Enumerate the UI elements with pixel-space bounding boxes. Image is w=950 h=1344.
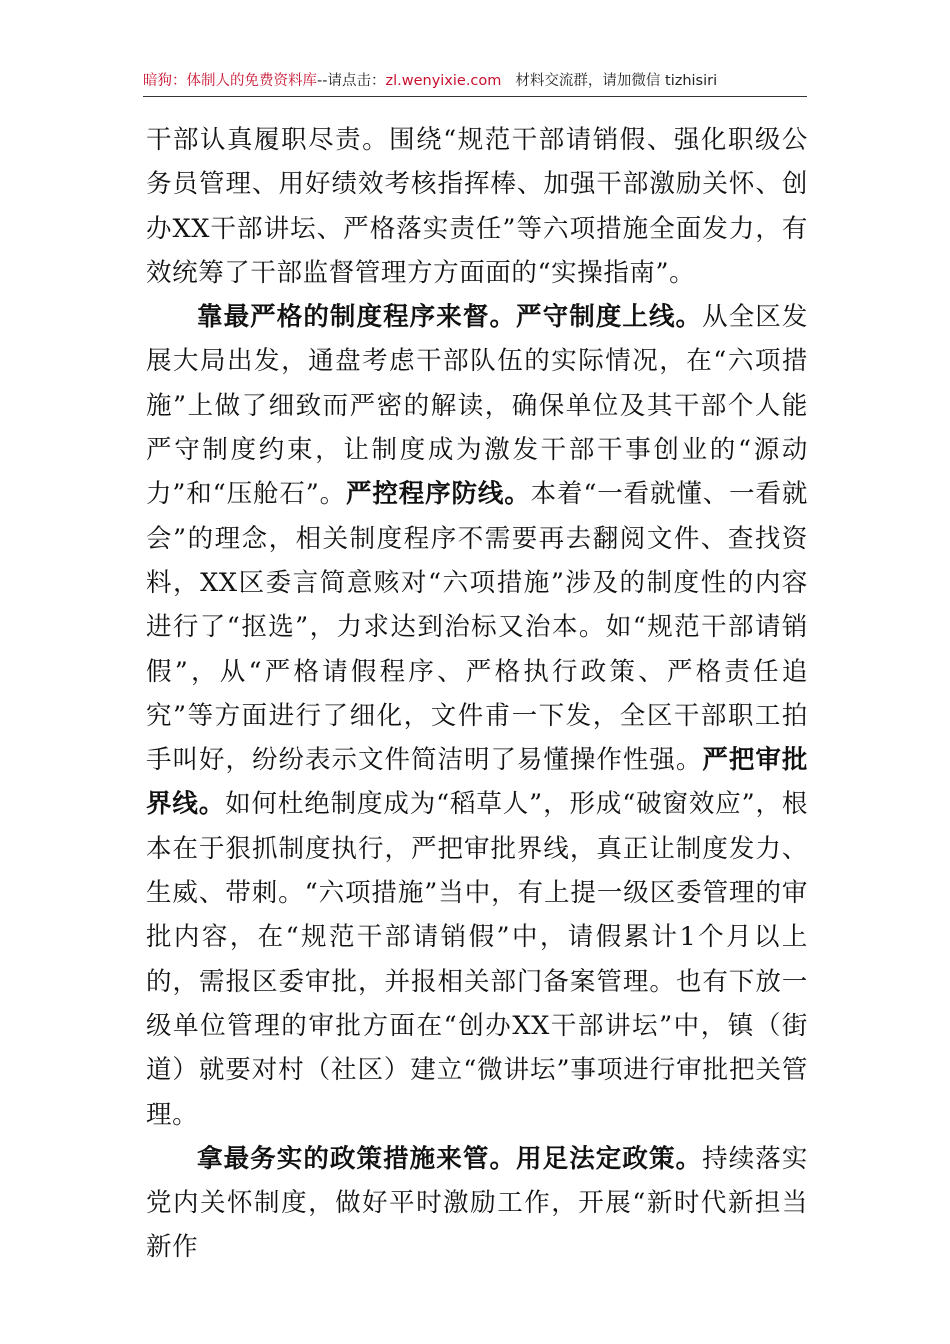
body-text-segment: 本着“一看就懂、一看就会”的理念，相关制度程序不需要再去翻阅文件、查找资料，XX区委言简意赅对“六项措施”涉及的制度性的内容进行了“抠选”，力求达到治标又治本。如“规范干部请销假”，从“严格请假程序、严格执行政策、严格责任追究”等方面进行了细化，文件甫一下发，全区干部职工拍手叫好，纷纷表示文件简洁明了易懂操作性强。	[146, 479, 808, 776]
bold-heading-text: 拿最务实的政策措施来管。用足法定政策。	[197, 1143, 703, 1174]
paragraph	[146, 1137, 808, 1270]
body-text-segment: 从全区发展大局出发，通盘考虑干部队伍的实际情况，在“六项措施”上做了细致而严密的解读，确保单位及其干部个人能严守制度约束，让制度成为激发干部干事创业的“源动力”和“压舱石”。	[146, 302, 808, 510]
bold-heading-text: 靠最严格的制度程序来督。严守制度上线。	[197, 302, 703, 333]
body-text-segment: 如何杜绝制度成为“稻草人”，形成“破窗效应”，根本在于狠抓制度执行，严把审批界线，真正让制度发力、生威、带刺。“六项措施”当中，有上提一级区委管理的审批内容，在“规范干部请销假”中，请假累计1个月以上的，需报区委审批，并报相关部门备案管理。也有下放一级单位管理的审批方面在“创办XX干部讲坛”中，镇（街道）就要对村（社区）建立“微讲坛”事项进行审批把关管理。	[146, 789, 808, 1130]
site-url-link[interactable]: zl.wenyixie.com	[385, 73, 502, 89]
paragraph	[146, 118, 808, 295]
wechat-note: 材料交流群，请加微信 tizhisiri	[515, 73, 718, 89]
click-prompt: --请点击：	[317, 73, 386, 89]
bold-heading-text: 严控程序防线。	[345, 479, 531, 510]
body-text-segment: 持续落实党内关怀制度，做好平时激励工作，开展“新时代新担当新作	[146, 1143, 808, 1263]
site-name: 暗狗：体制人的免费资料库	[143, 73, 317, 89]
document-body	[146, 118, 808, 1270]
body-text-segment: 干部认真履职尽责。围绕“规范干部请销假、强化职级公务员管理、用好绩效考核指挥棒、加强干部激励关怀、创办XX干部讲坛、严格落实责任”等六项措施全面发力，有效统筹了干部监督管理方方面面的“实操指南”。	[146, 125, 808, 288]
header-divider	[143, 96, 807, 97]
bold-heading-text: 严把审批界线。	[146, 745, 808, 820]
paragraph	[146, 295, 808, 1137]
page-header	[143, 68, 807, 94]
